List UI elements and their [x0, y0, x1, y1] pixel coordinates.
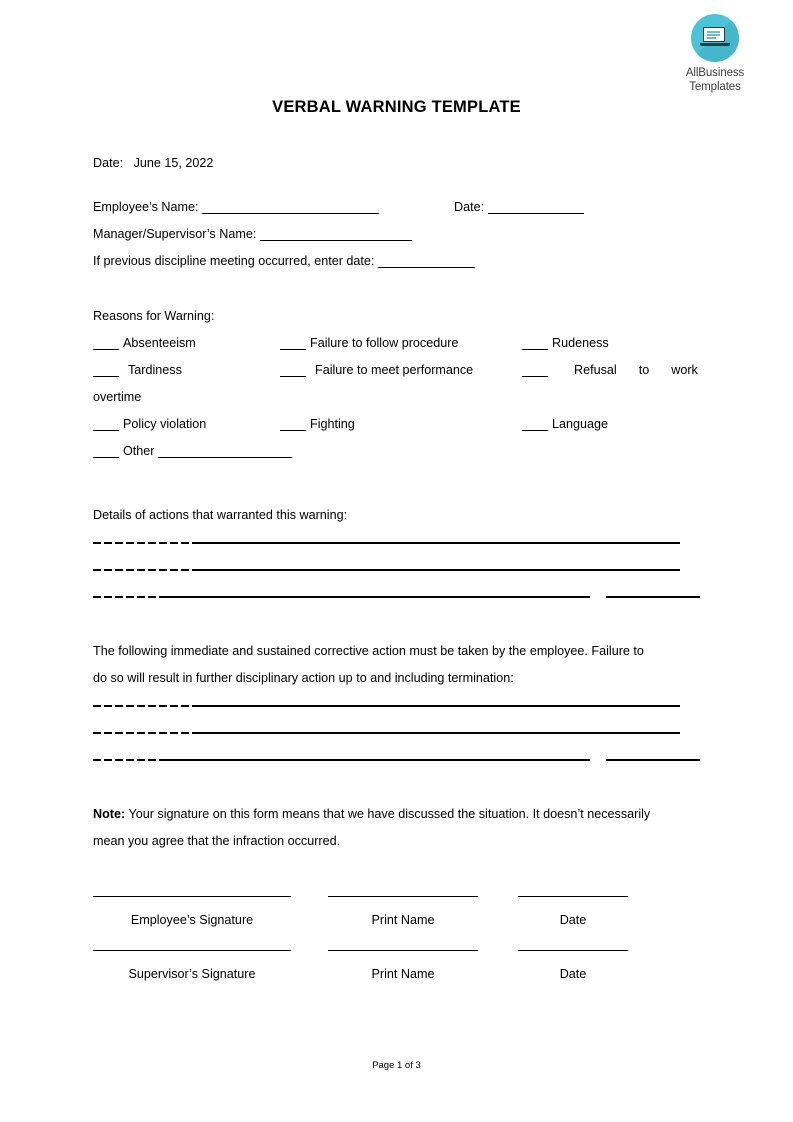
signature-row-supervisor: [93, 950, 700, 1004]
reason-label-fighting: Fighting: [310, 417, 355, 431]
logo-wordmark-line1: AllBusiness: [685, 67, 745, 79]
rule-solid-segment-tail: [606, 759, 700, 761]
reason-option-rudeness[interactable]: [522, 330, 609, 357]
rule-solid-segment: [163, 759, 590, 761]
reason-checkbox-refusal-to-work-overtime[interactable]: [522, 363, 548, 377]
rule-dashed-segment: [93, 759, 163, 761]
reason-option-tardiness[interactable]: [93, 357, 182, 384]
rule-solid-segment: [197, 732, 680, 734]
laptop-screen-icon: [703, 27, 725, 42]
note-paragraph: [93, 801, 700, 855]
manager-name-input[interactable]: [260, 227, 412, 241]
reason-option-failure-follow-procedure[interactable]: [280, 330, 458, 357]
rule-solid-segment: [163, 596, 590, 598]
reason-label-other: Other: [123, 444, 155, 458]
reason-option-absenteeism[interactable]: [93, 330, 196, 357]
employee-name-label: Employee’s Name:: [93, 200, 199, 214]
corrective-action-text-line2: do so will result in further disciplinary action up to and including termination:: [93, 671, 514, 685]
allbusiness-templates-logo: [672, 14, 758, 94]
reason-label-refusal-word2: to: [638, 363, 650, 377]
reasons-row-1: [93, 330, 700, 357]
reason-option-other[interactable]: [93, 438, 700, 465]
reasons-row-2: [93, 357, 700, 384]
reason-checkbox-other[interactable]: [93, 444, 119, 458]
supervisor-print-name-label: Print Name: [371, 967, 435, 981]
details-heading: Details of actions that warranted this warning:: [93, 508, 348, 522]
rule-dashed-segment: [93, 732, 197, 734]
rule-dashed-segment: [93, 542, 197, 544]
corrective-writing-line-1[interactable]: [93, 692, 700, 719]
reason-checkbox-failure-meet-performance[interactable]: [280, 363, 306, 377]
page-title: VERBAL WARNING TEMPLATE: [272, 98, 521, 116]
reason-checkbox-language[interactable]: [522, 417, 548, 431]
reason-label-refusal-word1: Refusal: [574, 363, 617, 377]
supervisor-signature-label: Supervisor’s Signature: [128, 967, 256, 981]
employee-signature-label: Employee’s Signature: [130, 913, 254, 927]
employee-signature-date-label: Date: [559, 913, 587, 927]
laptop-text-line: [707, 37, 716, 39]
rule-dashed-segment: [93, 705, 197, 707]
reason-label-refusal-wrap: overtime: [93, 390, 142, 404]
document-date-label: Date:: [93, 156, 124, 170]
manager-name-label: Manager/Supervisor’s Name:: [93, 227, 257, 241]
rule-solid-segment: [197, 705, 680, 707]
reason-other-input[interactable]: [158, 444, 292, 458]
employee-name-row: [93, 194, 700, 221]
reason-checkbox-failure-follow-procedure[interactable]: [280, 336, 306, 350]
laptop-text-line: [707, 34, 720, 36]
reason-label-absenteeism: Absenteeism: [123, 336, 196, 350]
reason-option-failure-meet-performance[interactable]: [280, 357, 473, 384]
rule-dashed-segment: [93, 569, 197, 571]
laptop-icon: [700, 27, 730, 49]
supervisor-signature-date-line[interactable]: [518, 950, 628, 951]
employee-date-input[interactable]: [488, 200, 584, 214]
reason-checkbox-fighting[interactable]: [280, 417, 306, 431]
previous-discipline-row: [93, 248, 700, 275]
logo-circle: [691, 14, 739, 62]
reason-label-failure-meet-performance: Failure to meet performance: [315, 363, 474, 377]
reason-label-policy-violation: Policy violation: [123, 417, 207, 431]
employee-name-input[interactable]: [202, 200, 379, 214]
supervisor-signature-date-label: Date: [559, 967, 587, 981]
note-label: Note:: [93, 807, 126, 821]
supervisor-signature-line[interactable]: [93, 950, 291, 951]
previous-discipline-date-input[interactable]: [378, 254, 475, 268]
signature-block: [93, 896, 700, 1004]
employee-signature-date-line[interactable]: [518, 896, 628, 897]
document-body: [93, 150, 700, 1004]
corrective-action-paragraph: [93, 638, 700, 692]
reason-checkbox-absenteeism[interactable]: [93, 336, 119, 350]
reason-label-refusal-word3: work: [671, 363, 698, 377]
reason-option-refusal-to-work-overtime[interactable]: [522, 357, 698, 384]
reason-checkbox-policy-violation[interactable]: [93, 417, 119, 431]
reason-checkbox-rudeness[interactable]: [522, 336, 548, 350]
reason-label-tardiness: Tardiness: [128, 363, 182, 377]
employee-signature-line[interactable]: [93, 896, 291, 897]
corrective-action-text: The following immediate and sustained corrective action must be taken by the employee. Failure to: [93, 644, 644, 658]
rule-solid-segment-tail: [606, 596, 700, 598]
reason-option-policy-violation[interactable]: [93, 411, 206, 438]
details-writing-line-3[interactable]: [93, 583, 700, 610]
reason-label-rudeness: Rudeness: [552, 336, 609, 350]
details-writing-line-2[interactable]: [93, 556, 700, 583]
supervisor-print-name-line[interactable]: [328, 950, 478, 951]
corrective-writing-line-3[interactable]: [93, 746, 700, 773]
details-writing-line-1[interactable]: [93, 529, 700, 556]
employee-print-name-line[interactable]: [328, 896, 478, 897]
manager-name-row: [93, 221, 700, 248]
rule-solid-segment: [197, 542, 680, 544]
reason-option-language[interactable]: [522, 411, 608, 438]
corrective-writing-line-2[interactable]: [93, 719, 700, 746]
signature-row-employee: [93, 896, 700, 950]
reasons-row-3: [93, 411, 700, 438]
document-date-row: [93, 150, 700, 177]
logo-wordmark-line2: Templates: [689, 80, 741, 93]
rule-dashed-segment: [93, 596, 163, 598]
note-text-line2: mean you agree that the infraction occurred.: [93, 834, 341, 848]
employee-print-name-label: Print Name: [371, 913, 435, 927]
note-text: Your signature on this form means that we have discussed the situation. It doesn’t necessarily: [128, 807, 651, 821]
rule-solid-segment: [197, 569, 680, 571]
reason-label-failure-follow-procedure: Failure to follow procedure: [310, 336, 459, 350]
reason-checkbox-tardiness[interactable]: [93, 363, 119, 377]
reasons-heading: Reasons for Warning:: [93, 309, 215, 323]
document-date-value: June 15, 2022: [133, 156, 214, 170]
reason-option-fighting[interactable]: [280, 411, 355, 438]
logo-wordmark: [672, 67, 758, 94]
laptop-text-line: [707, 31, 720, 33]
page-footer: Page 1 of 3: [372, 1060, 421, 1071]
previous-discipline-label: If previous discipline meeting occurred, enter date:: [93, 254, 375, 268]
laptop-base-icon: [700, 43, 730, 46]
employee-date-label: Date:: [453, 200, 485, 214]
reason-label-language: Language: [552, 417, 609, 431]
